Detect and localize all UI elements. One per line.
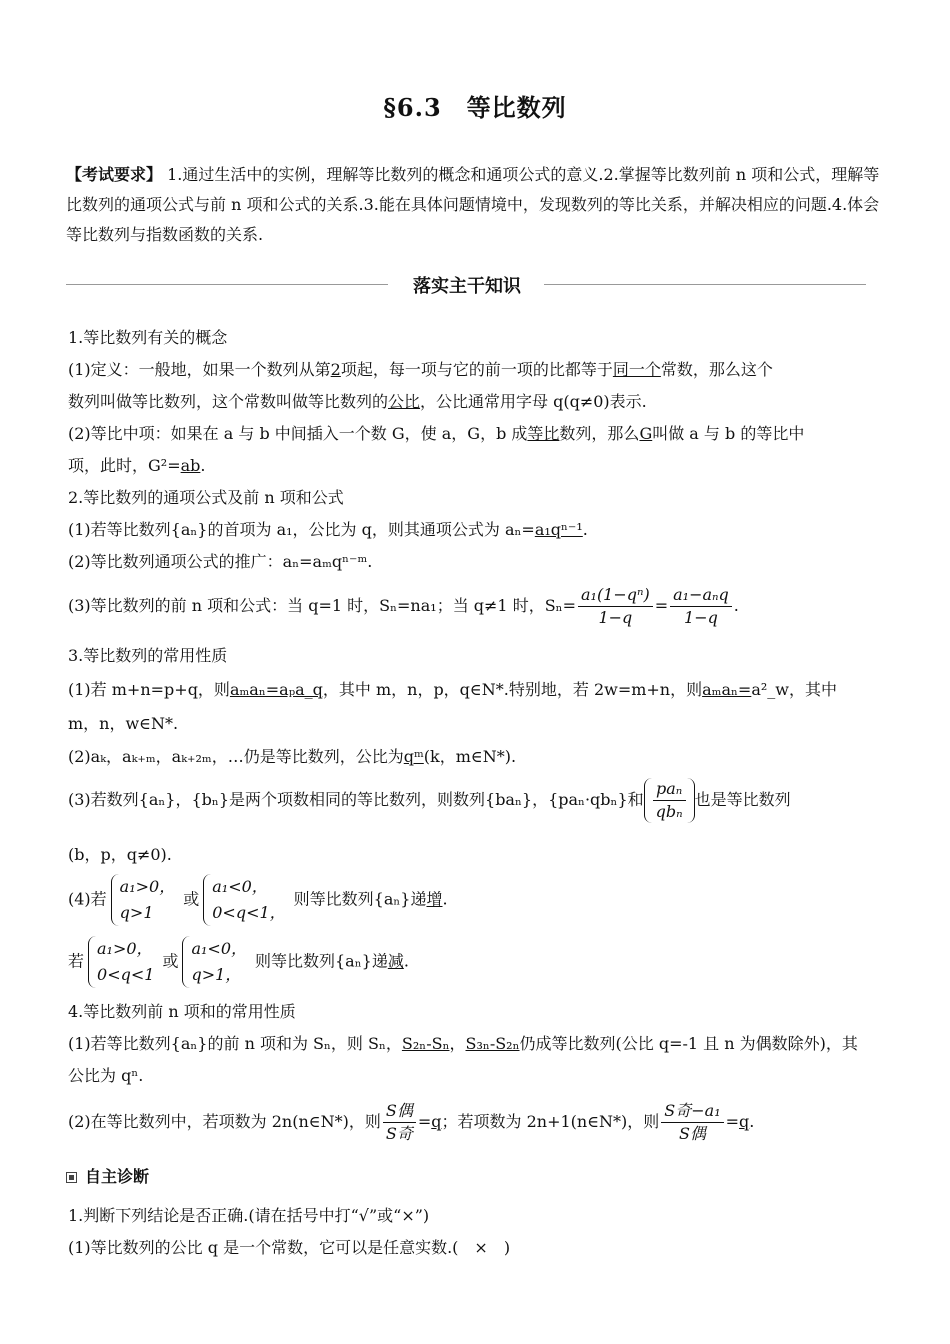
- text: (k，m∈N*).: [423, 747, 517, 766]
- page-title: §6.3 等比数列: [383, 93, 567, 122]
- ratio-fraction: [653, 778, 686, 823]
- text: 仍成等比数列(公比 q=-1 且 n 为偶数除外)，其: [519, 1034, 858, 1053]
- text: 常数，那么这个: [660, 360, 773, 379]
- fraction-denominator: qbₙ: [655, 802, 683, 821]
- fraction-numerator: paₙ: [653, 778, 686, 801]
- answer-blank: 增: [426, 889, 443, 909]
- text: (2)在等比数列中，若项数为 2n(n∈N*)，则: [68, 1112, 381, 1131]
- text: 或: [162, 951, 179, 971]
- s3-heading: 3.等比数列的常用性质: [68, 646, 228, 665]
- answer-blank: G: [639, 424, 653, 443]
- text: 若: [68, 951, 85, 971]
- answer-blank: aₘaₙ=aₚa_q: [229, 680, 323, 699]
- answer-blank: qᵐ: [403, 747, 424, 766]
- fraction-numerator: a₁−aₙq: [670, 584, 732, 607]
- s4-property1-line1: [68, 1033, 880, 1055]
- sum-fraction-2: [670, 584, 732, 629]
- condition-line: q>1，: [191, 965, 242, 984]
- square-bullet-icon: [66, 1172, 77, 1183]
- s4-property1-line2: 公比为 qⁿ.: [68, 1066, 144, 1085]
- requirements-text: 1.通过生活中的实例，理解等比数列的概念和通项公式的意义.2.掌握等比数列前 n 项和公式，理解等比数列的通项公式与前 n 项和公式的关系.3.能在具体问题情境中，发现数列的等比关系，并解决相应的问题.4.体会等比数列与指数函数的关系.: [66, 165, 880, 244]
- condition-line: a₁<0，: [212, 877, 268, 896]
- banner-left-rule: [66, 284, 388, 285]
- judge-question-1: (1)等比数列的公比 q 是一个常数，它可以是任意实数.( × ): [68, 1238, 511, 1257]
- self-diagnosis-heading: [66, 1164, 149, 1187]
- brace-sequence: [644, 778, 695, 823]
- text: =: [725, 1112, 740, 1131]
- answer-blank: 等比: [527, 424, 560, 443]
- text: 项，此时，G²=: [68, 456, 181, 475]
- text: (4)若: [68, 889, 107, 909]
- even-odd-fraction: [383, 1100, 416, 1145]
- answer-blank: 同一个: [612, 360, 661, 379]
- text: (1)若 m+n=p+q，则: [68, 680, 230, 699]
- answer-blank: a₁qⁿ⁻¹: [534, 520, 583, 539]
- answer-blank: aₘaₙ=: [702, 680, 752, 699]
- text: ，: [449, 1034, 466, 1053]
- text: 也是等比数列: [694, 790, 791, 809]
- s3-property4-decreasing: [68, 936, 880, 988]
- s4-property2: [68, 1100, 880, 1145]
- s1-heading: 1.等比数列有关的概念: [68, 328, 228, 347]
- answer-blank: S₂ₙ-Sₙ: [401, 1034, 450, 1053]
- text: a²_w，其中: [751, 680, 837, 699]
- s2-generalization: (2)等比数列通项公式的推广：aₙ=aₘqⁿ⁻ᵐ.: [68, 552, 373, 571]
- text: 数列叫做等比数列，这个常数叫做等比数列的: [68, 392, 389, 411]
- condition-brace: [111, 874, 180, 926]
- text: (1)若等比数列{aₙ}的前 n 项和为 Sₙ，则 Sₙ，: [68, 1034, 402, 1053]
- text: (2)aₖ，aₖ₊ₘ，aₖ₊₂ₘ，…仍是等比数列，公比为: [68, 747, 404, 766]
- requirements-label: 【考试要求】: [66, 165, 163, 184]
- s1-definition-line1: [68, 359, 880, 381]
- answer-blank: 公比: [388, 392, 421, 411]
- condition-line: a₁>0，: [97, 939, 153, 958]
- s3-property1-line1: [68, 679, 880, 701]
- condition-brace: [88, 936, 158, 988]
- s3-property1-line2: m，n，w∈N*.: [68, 714, 179, 733]
- sum-fraction-1: [578, 584, 653, 629]
- s3-property4-increasing: [68, 874, 880, 926]
- text: =: [654, 596, 669, 615]
- text: ；若项数为 2n+1(n∈N*)，则: [441, 1112, 660, 1131]
- text: (3)等比数列的前 n 项和公式：当 q=1 时，Sₙ=na₁；当 q≠1 时，Sₙ=: [68, 596, 576, 615]
- s4-heading: 4.等比数列前 n 项和的常用性质: [68, 1002, 296, 1021]
- fraction-denominator: S奇: [385, 1124, 413, 1143]
- text: (1)定义：一般地，如果一个数列从第: [68, 360, 331, 379]
- fraction-numerator: a₁(1−qⁿ): [578, 584, 653, 607]
- text: (2)等比中项：如果在 a 与 b 中间插入一个数 G，使 a，G，b 成: [68, 424, 528, 443]
- text: .: [442, 889, 448, 909]
- text: .: [582, 520, 588, 539]
- answer-blank: ab: [180, 456, 201, 475]
- s3-property3-line1: [68, 778, 880, 823]
- fraction-numerator: S偶: [383, 1100, 416, 1123]
- answer-blank: S₃ₙ-S₂ₙ: [465, 1034, 520, 1053]
- s1-geometric-mean-line1: [68, 423, 880, 445]
- fraction-denominator: 1−q: [598, 608, 633, 627]
- section-banner: [66, 272, 866, 300]
- s2-heading: 2.等比数列的通项公式及前 n 项和公式: [68, 488, 344, 507]
- condition-line: 0<q<1，: [212, 903, 286, 922]
- s2-sum-formula: [68, 584, 880, 629]
- condition-brace: [203, 874, 289, 926]
- s1-geometric-mean-line2: [68, 455, 880, 477]
- odd-even-fraction: [661, 1100, 723, 1145]
- text: 则等比数列{aₙ}递: [255, 951, 388, 971]
- s2-general-term: [68, 519, 880, 541]
- text: 数列，那么: [559, 424, 640, 443]
- s3-property3-line2: (b，p，q≠0).: [68, 845, 172, 864]
- banner-label: 落实主干知识: [413, 276, 521, 297]
- answer-blank: q: [739, 1112, 750, 1131]
- text: 项起，每一项与它的前一项的比都等于: [340, 360, 613, 379]
- s1-definition-line2: [68, 391, 880, 413]
- condition-line: a₁>0，: [119, 877, 176, 896]
- exam-requirements: [66, 160, 880, 250]
- answer-blank: q: [431, 1112, 442, 1131]
- text: 则等比数列{aₙ}递: [293, 889, 427, 909]
- condition-brace: [182, 936, 251, 988]
- condition-line: 0<q<1: [97, 965, 155, 984]
- text: (3)若数列{aₙ}，{bₙ}是两个项数相同的等比数列，则数列{baₙ}，{paₙ·qbₙ}和: [68, 790, 644, 809]
- answer-blank: 减: [387, 951, 404, 971]
- text: (1)若等比数列{aₙ}的首项为 a₁，公比为 q，则其通项公式为 aₙ=: [68, 520, 535, 539]
- fraction-denominator: 1−q: [684, 608, 718, 627]
- text: ，其中 m，n，p，q∈N*.特别地，若 2w=m+n，则: [322, 680, 703, 699]
- text: =: [417, 1112, 432, 1131]
- condition-line: q>1: [119, 903, 154, 922]
- text: .: [403, 951, 409, 971]
- judge-question-heading: 1.判断下列结论是否正确.(请在括号中打“√”或“×”): [68, 1206, 430, 1225]
- text: ，公比通常用字母 q(q≠0)表示.: [420, 392, 647, 411]
- text: 或: [183, 889, 200, 909]
- condition-line: a₁<0，: [191, 939, 247, 958]
- text: .: [733, 596, 739, 615]
- text: 自主诊断: [85, 1167, 150, 1186]
- fraction-numerator: S奇−a₁: [661, 1100, 723, 1123]
- text: .: [200, 456, 206, 475]
- text: 叫做 a 与 b 的等比中: [652, 424, 805, 443]
- answer-blank: 2: [330, 360, 341, 379]
- banner-right-rule: [544, 284, 866, 285]
- fraction-denominator: S偶: [678, 1124, 706, 1143]
- s3-property2: [68, 746, 880, 768]
- text: .: [749, 1112, 755, 1131]
